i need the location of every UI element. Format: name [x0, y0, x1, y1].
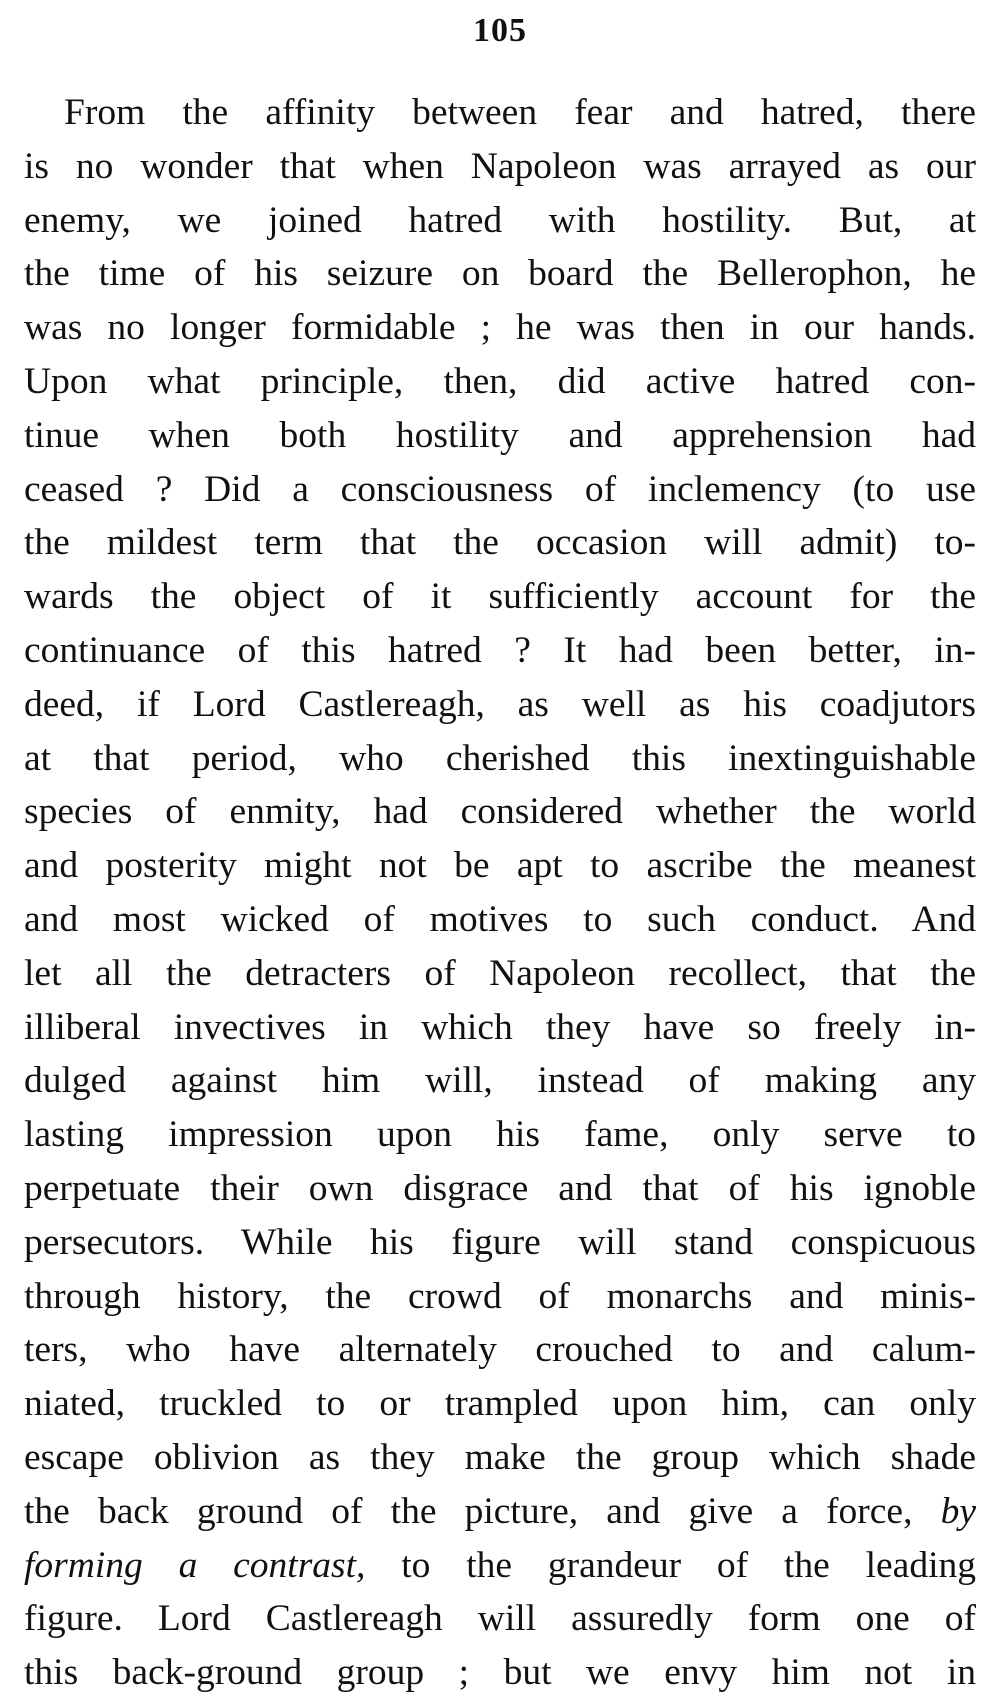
text-line: figure. Lord Castlereagh will assuredly form one of — [24, 1598, 976, 1640]
text-line: escape oblivion as they make the group which shade — [24, 1436, 976, 1478]
text-line: the mildest term that the occasion will admit) to- — [24, 522, 976, 564]
text-line: dulged against him will, instead of making any — [24, 1060, 976, 1102]
page-number: 105 — [473, 12, 527, 49]
text-line: deed, if Lord Castlereagh, as well as his coadjutors — [24, 683, 976, 725]
italic-text: by — [940, 1490, 977, 1532]
text-line: persecutors. While his figure will stand conspicuous — [24, 1221, 976, 1263]
text-line: is no wonder that when Napoleon was arrayed as our — [24, 145, 976, 187]
text-line: perpetuate their own disgrace and that of his ignoble — [24, 1167, 976, 1209]
text-line: Upon what principle, then, did active hatred con- — [24, 360, 976, 402]
text-line: through history, the crowd of monarchs and minis- — [24, 1275, 976, 1317]
text-line: the time of his seizure on board the Bellerophon, he — [24, 253, 976, 295]
text-line: enemy, we joined hatred with hostility. But, at — [24, 199, 976, 241]
text-fragment: the back ground of the picture, and give a force, — [24, 1490, 913, 1532]
text-fragment: to the grandeur of the leading — [401, 1544, 976, 1586]
text-line: let all the detracters of Napoleon recollect, that the — [24, 952, 976, 994]
text-line: tinue when both hostility and apprehension had — [24, 414, 976, 456]
text-line: and most wicked of motives to such conduct. And — [24, 898, 976, 940]
text-line: ters, who have alternately crouched to and calum- — [24, 1329, 976, 1371]
body-text — [24, 86, 976, 1700]
text-line: continuance of this hatred ? It had been better, in- — [24, 629, 976, 671]
text-line: was no longer formidable ; he was then in our hands. — [24, 307, 976, 349]
text-line: ceased ? Did a consciousness of inclemency (to use — [24, 468, 976, 510]
text-line: From the affinity between fear and hatred, there — [64, 92, 976, 133]
text-line-with-italic — [24, 1539, 976, 1593]
text-line: species of enmity, had considered whether the world — [24, 791, 976, 833]
text-line: niated, truckled to or trampled upon him, can only — [24, 1383, 976, 1425]
text-line: illiberal invectives in which they have so freely in- — [24, 1006, 976, 1048]
text-line-with-italic — [24, 1485, 976, 1539]
text-line: and posterity might not be apt to ascribe the meanest — [24, 845, 976, 887]
text-line: wards the object of it sufficiently account for the — [24, 576, 976, 618]
text-line: at that period, who cherished this inextinguishable — [24, 737, 976, 779]
text-line: this back-ground group ; but we envy him not in — [24, 1652, 976, 1694]
italic-text: forming a contrast, — [24, 1544, 366, 1586]
text-line: lasting impression upon his fame, only serve to — [24, 1114, 976, 1156]
